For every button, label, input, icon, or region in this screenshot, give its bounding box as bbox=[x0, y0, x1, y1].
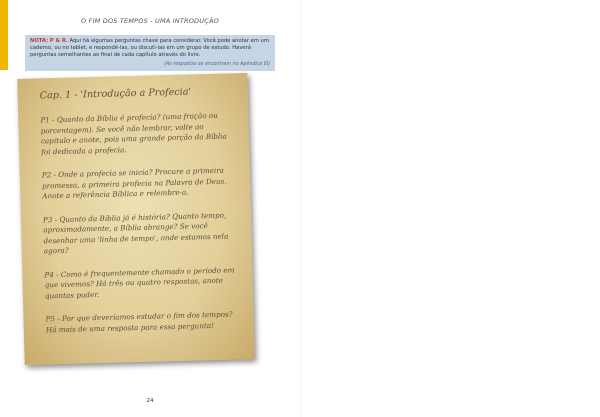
question-3: P3 - Quanto da Bíblia já é história? Quanto tempo, aproximadamente, a Bíblia abrange? Se você desenhar uma 'linha de tempo', onde estamos nela agora? bbox=[42, 210, 229, 256]
yellow-edge-strip bbox=[0, 0, 8, 70]
question-1: P1 - Quanto da Bíblia é profecia? (uma fração ou porcentagem). Se você não lembrar, volte ao capítulo e anote, pois uma grande porção da Bíblia foi dedicada a profecia. bbox=[40, 110, 227, 156]
note-label: NOTA: P & R. bbox=[30, 38, 68, 44]
answers-reference: (As respostas se encontram no Apêndice III) bbox=[164, 62, 270, 67]
question-4: P4 - Como é frequentemente chamado o período em que vivemos? Há três ou quatro respostas, anote quantas puder. bbox=[44, 264, 235, 300]
page-number: 24 bbox=[146, 398, 154, 404]
note-box bbox=[25, 35, 275, 71]
aged-paper-sheet bbox=[17, 73, 254, 365]
question-2: P2 - Onde a profecia se inicia? Procure a primeira promessa, a primeira profecia na Palavra de Deus. Anote a referência Bíblica e relembre-a. bbox=[41, 165, 227, 201]
chapter-title: Cap. 1 - 'Introdução a Profecia' bbox=[39, 86, 192, 102]
note-text: Aqui há algumas perguntas chave para considerar. Você pode anotar em um caderno, ou no tablet, e respondê-las, ou discuti-las em um grupo de estudo. Haverá perguntas semelhantes ao final de cada capítulo através do livro. bbox=[30, 38, 269, 58]
running-header: O FIM DOS TEMPOS - UMA INTRODUÇÃO bbox=[81, 17, 219, 25]
question-5: P5 - Por que deveríamos estudar o fim dos tempos? Há mais de uma resposta para essa pergunta! bbox=[45, 309, 233, 334]
page-gutter bbox=[300, 0, 301, 417]
